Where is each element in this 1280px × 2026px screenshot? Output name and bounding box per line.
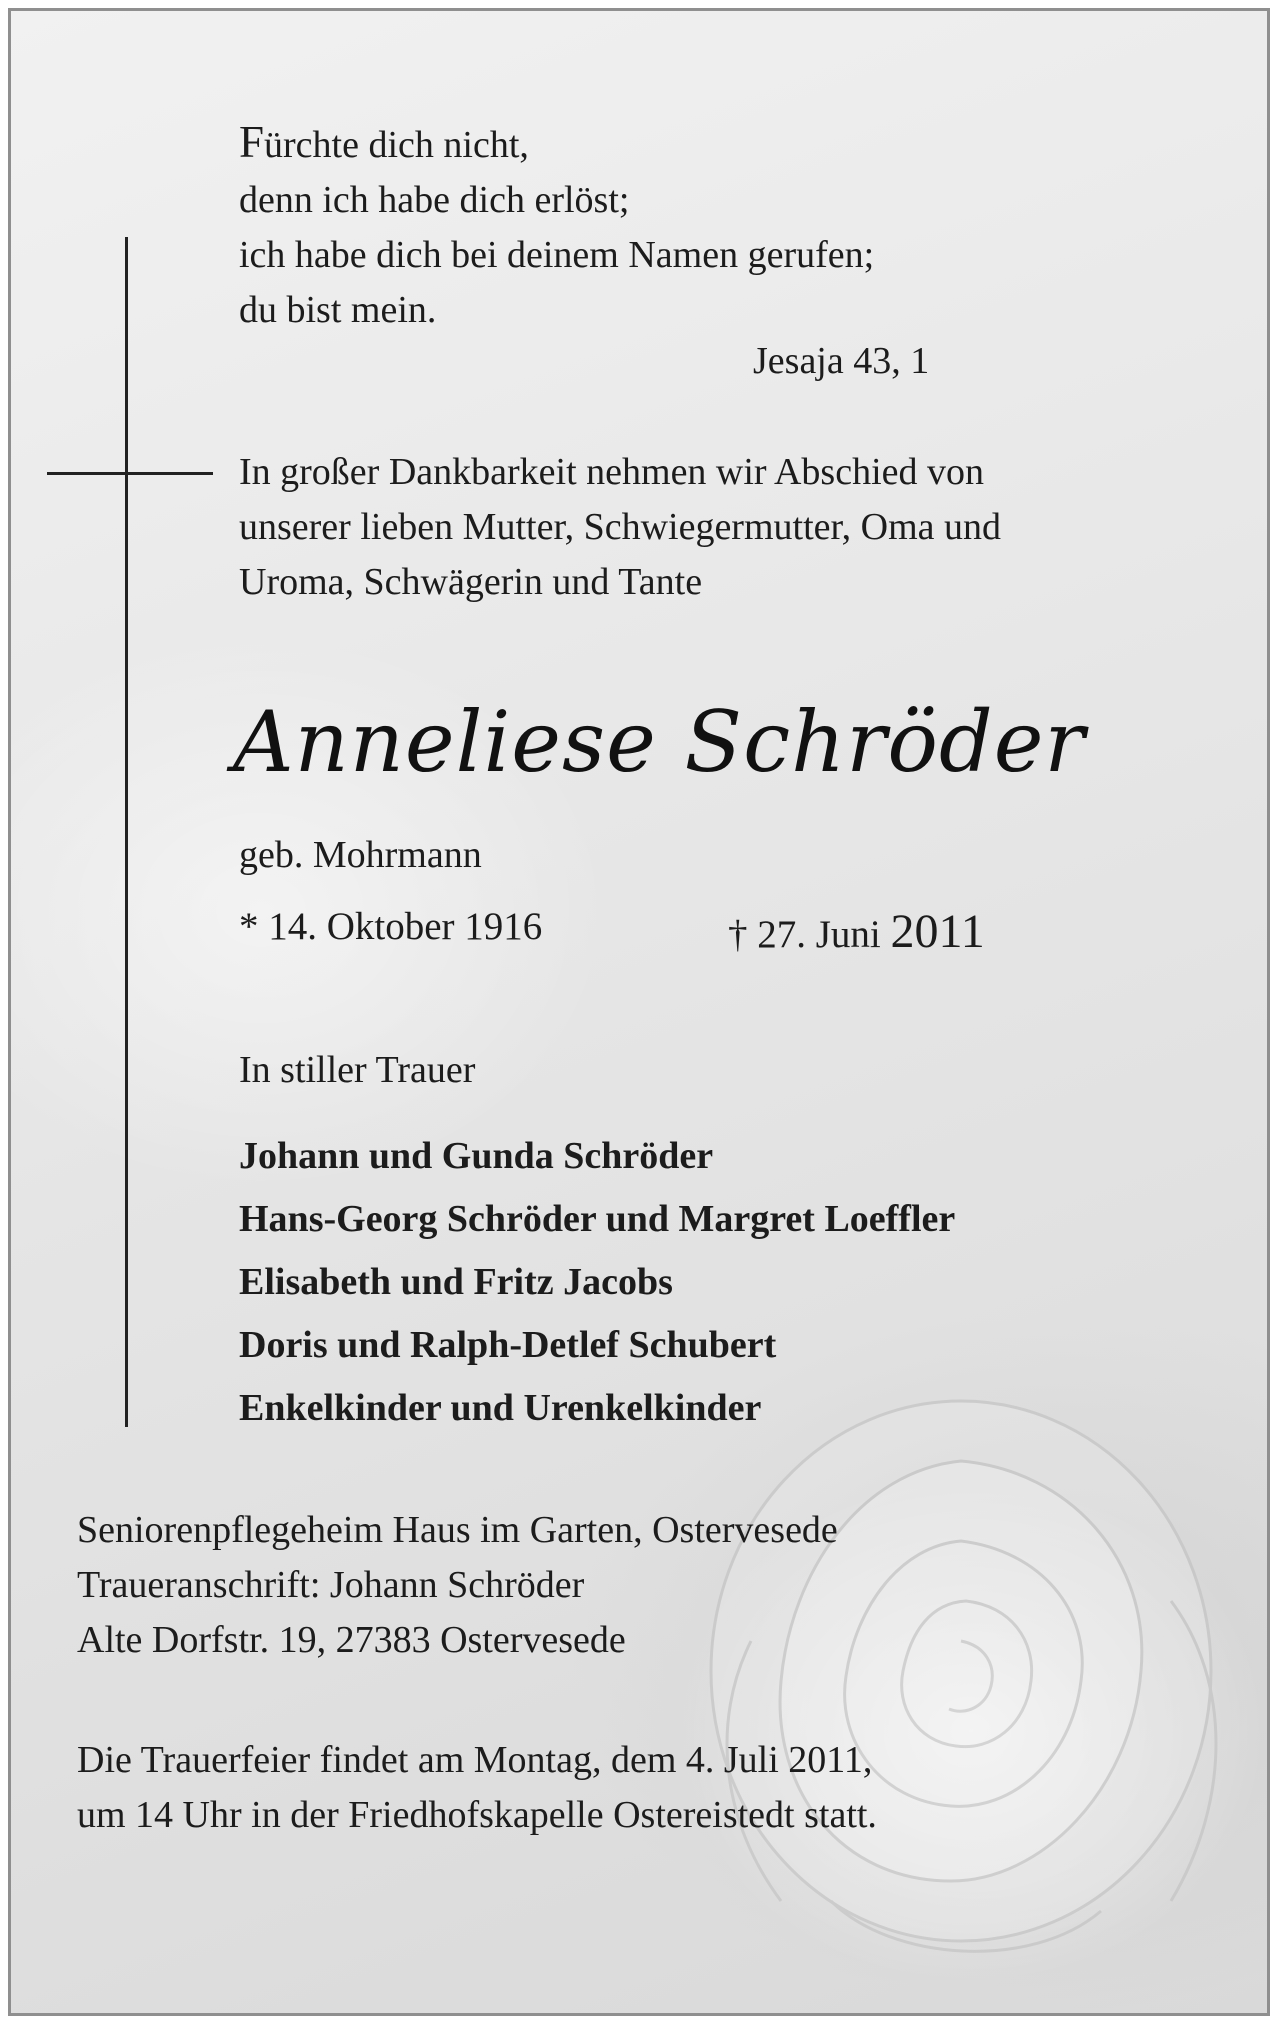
funeral-info — [77, 1733, 877, 1843]
verse-line — [239, 115, 874, 173]
cross-vertical-bar — [125, 237, 128, 1427]
address-line: Traueranschrift: Johann Schröder — [77, 1564, 585, 1606]
obituary-card — [8, 8, 1270, 2016]
cross-horizontal-bar — [47, 472, 213, 475]
rose-background-image — [631, 1341, 1270, 2016]
bible-verse — [239, 115, 874, 338]
intro-text — [239, 445, 1001, 610]
verse-initial: F — [239, 117, 265, 167]
verse-source: Jesaja 43, 1 — [753, 340, 930, 382]
family-member: Doris und Ralph-Detlef Schubert — [239, 1324, 777, 1366]
funeral-line: Die Trauerfeier findet am Montag, dem 4. Juli 2011, — [77, 1739, 873, 1781]
family-list — [239, 1125, 955, 1440]
verse-first-line: ürchte dich nicht, — [264, 124, 529, 166]
birth-date: * 14. Oktober 1916 — [239, 905, 543, 948]
verse-line: denn ich habe dich erlöst; — [239, 179, 630, 221]
death-date-prefix: † 27. Juni — [728, 913, 891, 956]
death-year: 2011 — [890, 905, 985, 958]
deceased-name: Anneliese Schröder — [233, 693, 1086, 791]
address-line: Alte Dorfstr. 19, 27383 Ostervesede — [77, 1619, 626, 1661]
address-line: Seniorenpflegeheim Haus im Garten, Ostervesede — [77, 1509, 838, 1551]
intro-line: Uroma, Schwägerin und Tante — [239, 561, 703, 603]
family-member: Elisabeth und Fritz Jacobs — [239, 1261, 673, 1303]
verse-line: ich habe dich bei deinem Namen gerufen; — [239, 234, 875, 276]
intro-line: In großer Dankbarkeit nehmen wir Abschied von — [239, 451, 985, 493]
birth-name: geb. Mohrmann — [239, 834, 482, 876]
family-member: Johann und Gunda Schröder — [239, 1135, 714, 1177]
intro-line: unserer lieben Mutter, Schwiegermutter, Oma und — [239, 506, 1002, 548]
mourning-label: In stiller Trauer — [239, 1049, 476, 1091]
mourning-address — [77, 1503, 838, 1668]
verse-line: du bist mein. — [239, 289, 437, 331]
family-member: Enkelkinder und Urenkelkinder — [239, 1387, 762, 1429]
death-date — [728, 904, 985, 959]
funeral-line: um 14 Uhr in der Friedhofskapelle Ostereistedt statt. — [77, 1794, 877, 1836]
family-member: Hans-Georg Schröder und Margret Loeffler — [239, 1198, 956, 1240]
